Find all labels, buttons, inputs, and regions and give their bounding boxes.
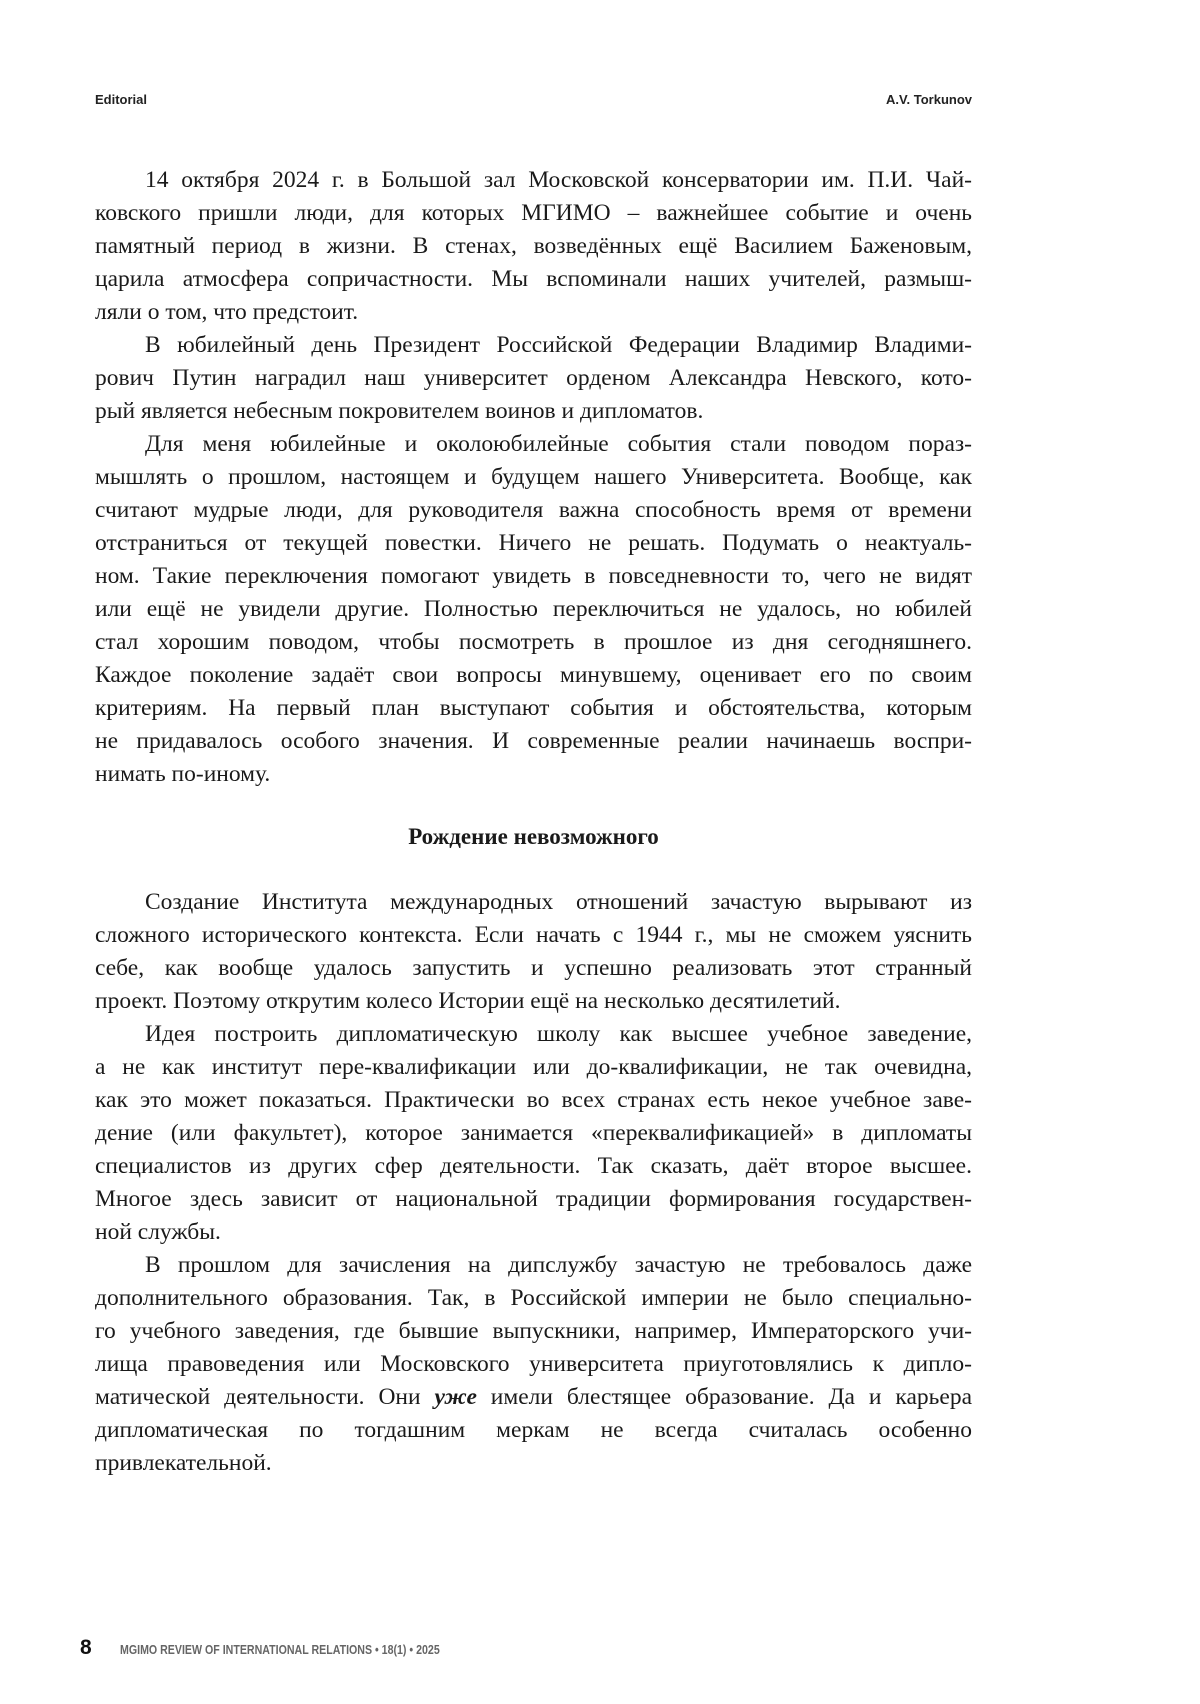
text-line: дополнительного образования. Так, в Российской империи не было специально- [95,1282,972,1315]
paragraph [95,886,972,1018]
paragraphs-before-heading [95,164,972,791]
text-line: ковского пришли люди, для которых МГИМО – важнейшее событие и очень [95,197,972,230]
text-line: не придавалось особого значения. И современные реалии начинаешь воспри- [95,725,972,758]
text-line: или ещё не увидели другие. Полностью переключиться не удалось, но юбилей [95,593,972,626]
paragraph [95,1249,972,1480]
text-line: привлекательной. [95,1447,972,1480]
text-line: мышлять о прошлом, настоящем и будущем нашего Университета. Вообще, как [95,461,972,494]
text-line: проект. Поэтому открутим колесо Истории ещё на несколько десятилетий. [95,985,972,1018]
paragraph [95,164,972,329]
section-heading: Рождение невозможного [95,820,972,853]
text-line: сложного исторического контекста. Если начать с 1944 г., мы не сможем уяснить [95,919,972,952]
text-line: ном. Такие переключения помогают увидеть в повседневности то, чего не видят [95,560,972,593]
running-header-section: Editorial [95,92,147,107]
paragraph [95,428,972,791]
text-line: В юбилейный день Президент Российской Федерации Владимир Владими- [95,329,972,362]
text-line: ной службы. [95,1216,972,1249]
text-line: В прошлом для зачисления на дипслужбу зачастую не требовалось даже [95,1249,972,1282]
text-line: стал хорошим поводом, чтобы посмотреть в прошлое из дня сегодняшнего. [95,626,972,659]
paragraph [95,1018,972,1249]
text-line: царила атмосфера сопричастности. Мы вспоминали наших учителей, размыш- [95,263,972,296]
journal-title: MGIMO REVIEW OF INTERNATIONAL RELATIONS • 18(1) • 2025 [120,1643,440,1657]
text-line: лища правоведения или Московского университета приуготовлялись к дипло- [95,1348,972,1381]
text-line: специалистов из других сфер деятельности. Так сказать, даёт второе высшее. [95,1150,972,1183]
text-line: а не как институт пере-квалификации или до-квалификации, не так очевидна, [95,1051,972,1084]
text-segment: имели блестящее образование. Да и карьера [477,1384,972,1410]
text-line: ляли о том, что предстоит. [95,296,972,329]
text-line: дение (или факультет), которое занимается «переквалификацией» в дипломаты [95,1117,972,1150]
text-line: памятный период в жизни. В стенах, возведённых ещё Василием Баженовым, [95,230,972,263]
text-segment: матической деятельности. Они [95,1384,435,1410]
text-line: Каждое поколение задаёт свои вопросы минувшему, оценивает его по своим [95,659,972,692]
text-line: нимать по-иному. [95,758,972,791]
article-body [95,164,972,1480]
text-line: считают мудрые люди, для руководителя важна способность время от времени [95,494,972,527]
page-footer [80,1636,496,1660]
text-line: Создание Института международных отношений зачастую вырывают из [95,886,972,919]
text-line: как это может показаться. Практически во всех странах есть некое учебное заве- [95,1084,972,1117]
text-line: отстраниться от текущей повестки. Ничего не решать. Подумать о неактуаль- [95,527,972,560]
running-header-author: A.V. Torkunov [886,92,972,107]
text-line: 14 октября 2024 г. в Большой зал Московской консерватории им. П.И. Чай- [95,164,972,197]
paragraphs-after-heading [95,886,972,1249]
text-line: Для меня юбилейные и околоюбилейные события стали поводом пораз- [95,428,972,461]
text-line: критериям. На первый план выступают события и обстоятельства, которым [95,692,972,725]
text-line: го учебного заведения, где бывшие выпускники, например, Императорского учи- [95,1315,972,1348]
text-line: себе, как вообще удалось запустить и успешно реализовать этот странный [95,952,972,985]
text-line [95,1381,972,1414]
text-line: рый является небесным покровителем воинов и дипломатов. [95,395,972,428]
text-line: Многое здесь зависит от национальной традиции формирования государствен- [95,1183,972,1216]
text-line: рович Путин наградил наш университет орденом Александра Невского, кото- [95,362,972,395]
emphasized-word: уже [435,1384,477,1410]
paragraph [95,329,972,428]
text-line: дипломатическая по тогдашним меркам не всегда считалась особенно [95,1414,972,1447]
page-number: 8 [80,1636,120,1660]
text-line: Идея построить дипломатическую школу как высшее учебное заведение, [95,1018,972,1051]
